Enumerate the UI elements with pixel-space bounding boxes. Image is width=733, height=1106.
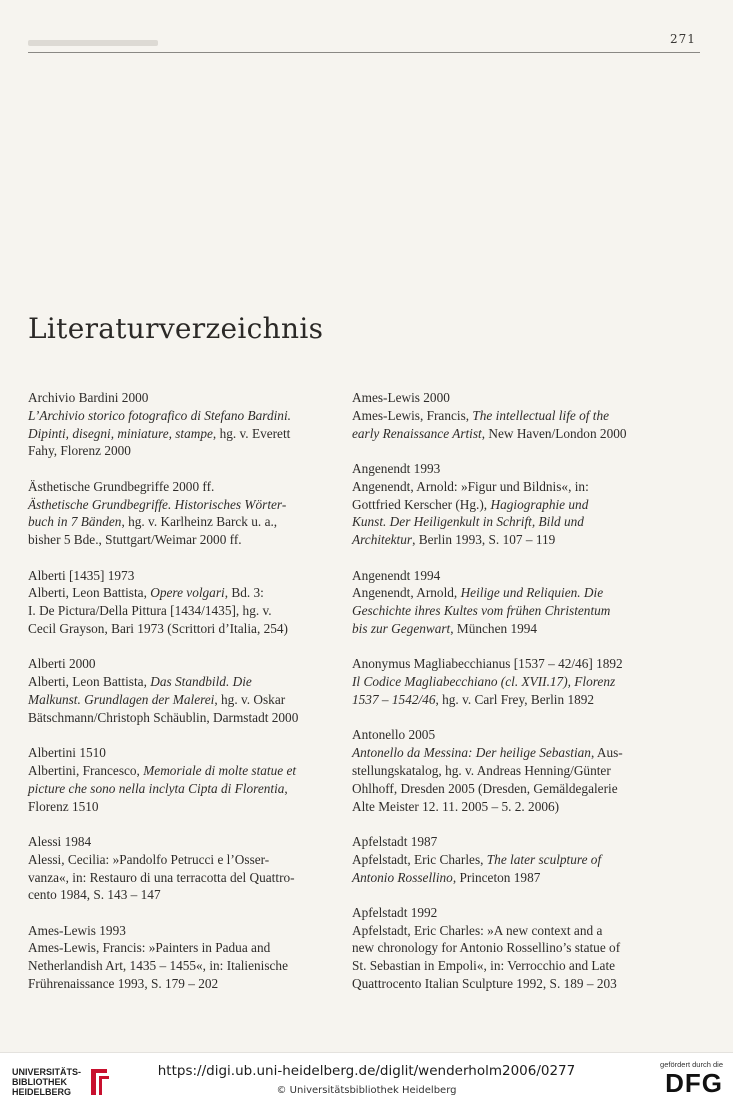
text-segment: Quattrocento Italian Sculpture 1992, S. 189 – 203 (352, 976, 617, 992)
italic-title-segment: Opere volgari (150, 585, 225, 601)
italic-title-segment: Antonello da Messina: Der heilige Sebastian (352, 745, 591, 761)
entry-citation-line (352, 620, 674, 638)
italic-title-segment: Kunst. Der Heiligenkult in Schrift, Bild und (352, 514, 584, 530)
bibliography-entry (28, 478, 350, 549)
text-segment: , Bd. 3: (224, 585, 264, 601)
entry-citation-line (352, 922, 674, 940)
text-segment: Netherlandish Art, 1435 – 1455«, in: Italienische (28, 958, 288, 974)
text-segment: Angenendt, Arnold, (352, 585, 461, 601)
entry-citation-line (352, 531, 674, 549)
text-segment: Alberti, Leon Battista, (28, 674, 151, 690)
italic-title-segment: Heilige und Reliquien. Die (460, 585, 604, 601)
text-segment: Angenendt, Arnold: »Figur und Bildnis«, in: (352, 478, 589, 494)
header-rule (28, 52, 700, 53)
entry-citation-line (352, 851, 674, 869)
entry-citation-line (28, 869, 350, 887)
page-number: 271 (670, 32, 696, 46)
text-segment: , München 1994 (450, 620, 538, 636)
text-segment: Alberti 2000 (28, 656, 96, 672)
entry-short-title (352, 460, 674, 478)
italic-title-segment: The later sculpture of (486, 851, 602, 867)
italic-title-segment: Architektur (352, 532, 413, 548)
entry-citation-line (28, 407, 350, 425)
text-segment: Bätschmann/Christoph Schäublin, Darmstadt 2000 (28, 709, 299, 725)
bibliography-column-left (28, 389, 350, 1010)
italic-title-segment: early Renaissance Artist (352, 425, 482, 441)
italic-title-segment: Das Standbild. Die (150, 674, 252, 690)
italic-title-segment: picture che sono nella inclyta Cipta di Florentia (28, 780, 285, 796)
entry-short-title (28, 389, 350, 407)
bibliography-entry (352, 655, 674, 708)
library-name: UNIVERSITÄTS- BIBLIOTHEK HEIDELBERG (12, 1067, 82, 1097)
text-segment: , (284, 780, 288, 796)
bibliography-entry (28, 922, 350, 993)
bibliography-entry (28, 389, 350, 460)
text-segment: Apfelstadt 1987 (352, 833, 438, 849)
entry-short-title (352, 655, 674, 673)
text-segment: Alberti [1435] 1973 (28, 567, 135, 583)
entry-citation-line (28, 602, 350, 620)
text-segment: Ames-Lewis 2000 (352, 390, 450, 405)
text-segment: stellungskatalog, hg. v. Andreas Henning/Günter (352, 762, 611, 778)
entry-citation-line (352, 691, 674, 709)
entry-citation-line (352, 407, 674, 425)
page-heading: Literaturverzeichnis (28, 312, 324, 345)
entry-citation-line (352, 478, 674, 496)
entry-citation-line (352, 762, 674, 780)
text-segment: , hg. v. Carl Frey, Berlin 1892 (435, 691, 595, 707)
entry-citation-line (352, 584, 674, 602)
text-segment: new chronology for Antonio Rossellino’s statue of (352, 940, 621, 956)
text-segment: Ames-Lewis, Francis, (352, 407, 473, 423)
text-segment: Alessi, Cecilia: »Pandolfo Petrucci e l’Osser- (28, 851, 270, 867)
entry-citation-line (352, 780, 674, 798)
entry-citation-line (28, 584, 350, 602)
entry-citation-line (352, 869, 674, 887)
italic-title-segment: Ästhetische Grundbegriffe. Historisches Wörter- (28, 496, 287, 512)
italic-title-segment: Malkunst. Grundlagen der Malerei (28, 691, 215, 707)
dfg-wordmark: DFG (665, 1068, 723, 1098)
entry-citation-line (28, 886, 350, 904)
italic-title-segment: The intellectual life of the (472, 407, 610, 423)
entry-citation-line (352, 602, 674, 620)
text-segment: , hg. v. Oskar (214, 691, 286, 707)
text-segment: Ames-Lewis 1993 (28, 922, 126, 938)
entry-short-title (28, 744, 350, 762)
italic-title-segment: Hagiographie und (490, 496, 589, 512)
viewer-footer (0, 1052, 733, 1106)
entry-short-title (28, 922, 350, 940)
italic-title-segment: Antonio Rossellino (352, 869, 453, 885)
entry-short-title (352, 904, 674, 922)
entry-citation-line (28, 673, 350, 691)
text-segment: Angenendt 1994 (352, 567, 441, 583)
text-segment: Apfelstadt, Eric Charles: »A new context and a (352, 922, 603, 938)
text-segment: Angenendt 1993 (352, 460, 441, 476)
entry-citation-line (352, 513, 674, 531)
text-segment: Cecil Grayson, Bari 1973 (Scrittori d’Italia, 254) (28, 620, 288, 636)
bibliography-entry (352, 833, 674, 886)
bibliography-entry (28, 655, 350, 726)
italic-title-segment: Dipinti, disegni, miniature, stampe (28, 425, 213, 441)
entry-citation-line (28, 780, 350, 798)
entry-citation-line (28, 425, 350, 443)
entry-citation-line (28, 939, 350, 957)
entry-citation-line (352, 673, 674, 691)
text-segment: Alte Meister 12. 11. 2005 – 5. 2. 2006) (352, 798, 560, 814)
italic-title-segment: L’Archivio storico fotografico di Stefano Bardini. (28, 407, 291, 423)
entry-citation-line (352, 496, 674, 514)
italic-title-segment: 1537 – 1542/46 (352, 691, 436, 707)
text-segment: Antonello 2005 (352, 727, 436, 743)
bleed-through-header (28, 40, 158, 46)
bibliography-entry (352, 726, 674, 815)
dfg-logo (660, 1060, 723, 1097)
text-segment: , Princeton 1987 (452, 869, 541, 885)
bibliography-entry (28, 833, 350, 904)
entry-citation-line (28, 851, 350, 869)
entry-citation-line (28, 442, 350, 460)
text-segment: Albertini, Francesco, (28, 762, 144, 778)
entry-citation-line (28, 531, 350, 549)
text-segment: Frührenaissance 1993, S. 179 – 202 (28, 976, 219, 992)
entry-citation-line (352, 744, 674, 762)
entry-citation-line (28, 691, 350, 709)
entry-citation-line (28, 798, 350, 816)
entry-short-title (352, 726, 674, 744)
permalink-url[interactable]: https://digi.ub.uni-heidelberg.de/diglit/wenderholm2006/0277 (157, 1063, 576, 1079)
entry-short-title (28, 478, 350, 496)
bibliography-entry (28, 567, 350, 638)
text-segment: St. Sebastian in Empoli«, in: Verrocchio and Late (352, 958, 616, 974)
entry-short-title (28, 833, 350, 851)
italic-title-segment: bis zur Gegenwart (352, 620, 451, 636)
text-segment: I. De Pictura/Della Pittura [1434/1435], hg. v. (28, 603, 272, 619)
entry-citation-line (352, 957, 674, 975)
text-segment: Apfelstadt 1992 (352, 904, 438, 920)
copyright-notice: © Universitätsbibliothek Heidelberg (276, 1085, 457, 1096)
entry-short-title (352, 833, 674, 851)
text-segment: , hg. v. Everett (212, 425, 291, 441)
entry-citation-line (28, 709, 350, 727)
entry-citation-line (28, 513, 350, 531)
entry-short-title (28, 655, 350, 673)
text-segment: Fahy, Florenz 2000 (28, 443, 131, 459)
text-segment: Florenz 1510 (28, 798, 99, 814)
italic-title-segment: buch in 7 Bänden (28, 514, 122, 530)
text-segment: Ames-Lewis, Francis: »Painters in Padua and (28, 940, 271, 956)
entry-short-title (28, 567, 350, 585)
entry-citation-line (28, 496, 350, 514)
entry-citation-line (352, 975, 674, 993)
bibliography-entry (352, 389, 674, 442)
text-segment: bisher 5 Bde., Stuttgart/Weimar 2000 ff. (28, 532, 242, 548)
funded-by-label: gefördert durch die (660, 1060, 723, 1069)
entry-short-title (352, 389, 674, 407)
text-segment: Alessi 1984 (28, 833, 92, 849)
entry-citation-line (28, 957, 350, 975)
text-segment: , Aus- (590, 745, 623, 761)
entry-citation-line (28, 975, 350, 993)
text-segment: Archivio Bardini 2000 (28, 390, 149, 405)
italic-title-segment: Geschichte ihres Kultes vom frühen Christentum (352, 603, 611, 619)
text-segment: Ohlhoff, Dresden 2005 (Dresden, Gemäldegalerie (352, 780, 618, 796)
text-segment: Ästhetische Grundbegriffe 2000 ff. (28, 478, 215, 494)
entry-citation-line (28, 620, 350, 638)
text-segment: Gottfried Kerscher (Hg.), (352, 496, 491, 512)
text-segment: cento 1984, S. 143 – 147 (28, 887, 161, 903)
entry-citation-line (28, 762, 350, 780)
text-segment: Anonymus Magliabecchianus [1537 – 42/46] 1892 (352, 656, 623, 672)
bibliography-entry (352, 904, 674, 993)
bibliography-column-right (352, 389, 674, 1010)
italic-title-segment: Il Codice Magliabecchiano (cl. XVII.17), Florenz (352, 674, 616, 690)
text-segment: , hg. v. Karlheinz Barck u. a., (121, 514, 278, 530)
entry-citation-line (352, 798, 674, 816)
entry-short-title (352, 567, 674, 585)
italic-title-segment: Memoriale di molte statue et (143, 762, 297, 778)
bibliography-entry (352, 567, 674, 638)
text-segment: Albertini 1510 (28, 745, 106, 761)
text-segment: vanza«, in: Restauro di una terracotta del Quattro- (28, 869, 295, 885)
text-segment: , New Haven/London 2000 (481, 425, 627, 441)
entry-citation-line (352, 425, 674, 443)
bibliography-entry (352, 460, 674, 549)
bibliography-entry (28, 744, 350, 815)
text-segment: Alberti, Leon Battista, (28, 585, 151, 601)
entry-citation-line (352, 939, 674, 957)
text-segment: Apfelstadt, Eric Charles, (352, 851, 487, 867)
text-segment: , Berlin 1993, S. 107 – 119 (412, 532, 556, 548)
